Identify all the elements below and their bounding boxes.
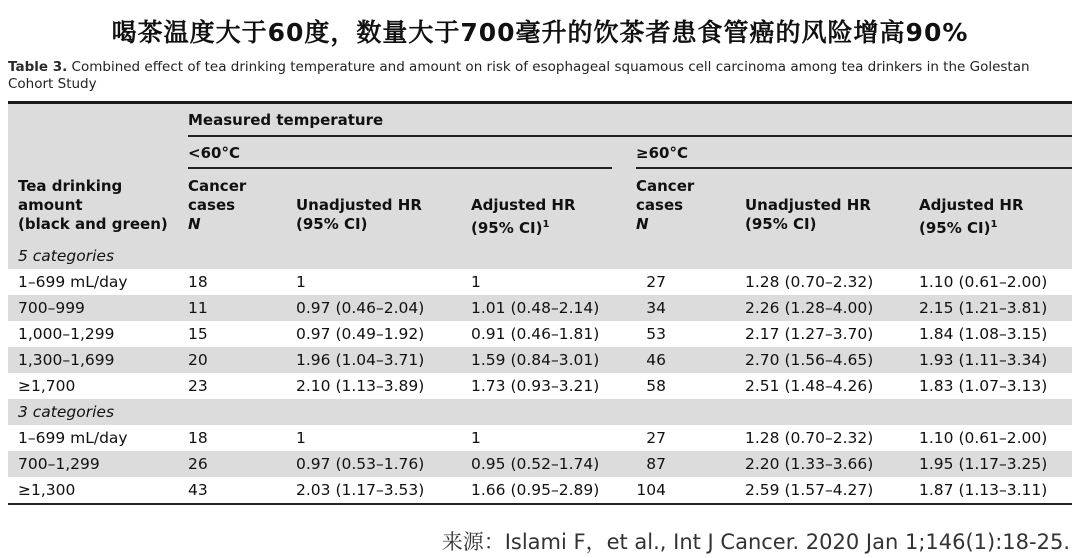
cell-adjusted-hr-lt60: 1.59 (0.84–3.01): [471, 351, 600, 369]
cell-adjusted-hr-lt60: 1.01 (0.48–2.14): [471, 299, 600, 317]
header-cases-line2: cases: [636, 196, 684, 214]
header-group-lt60: <60°C: [188, 144, 240, 162]
header-rule-measured: [188, 135, 1072, 137]
cell-amount: 700–999: [18, 299, 85, 317]
cell-unadjusted-hr-ge60: 2.70 (1.56–4.65): [745, 351, 874, 369]
cell-cases-lt60: 20: [188, 351, 208, 369]
cell-adjusted-hr-ge60: 1.10 (0.61–2.00): [919, 429, 1048, 447]
cell-cases-ge60: 53: [646, 325, 666, 343]
cell-adjusted-hr-lt60: 1.73 (0.93–3.21): [471, 377, 600, 395]
cell-cases-lt60: 18: [188, 429, 208, 447]
cell-unadjusted-hr-lt60: 0.97 (0.53–1.76): [296, 455, 425, 473]
cell-adjusted-hr-ge60: 1.84 (1.08–3.15): [919, 325, 1048, 343]
cell-unadjusted-hr-ge60: 1.28 (0.70–2.32): [745, 273, 874, 291]
cell-cases-lt60: 11: [188, 299, 208, 317]
table-row: [8, 451, 1072, 477]
header-adj-line2: [919, 215, 1024, 238]
cell-amount: 1,000–1,299: [18, 325, 115, 343]
header-cases-ge60: [636, 177, 694, 234]
header-adj-ci: (95% CI): [471, 219, 543, 237]
cell-unadjusted-hr-ge60: 2.17 (1.27–3.70): [745, 325, 874, 343]
header-tea-amount-line1: Tea drinking: [18, 177, 123, 195]
table-caption-text: Combined effect of tea drinking temperature and amount on risk of esophageal squamous cell carcinoma among tea drinkers in the Golestan Cohort Study: [8, 59, 1030, 92]
header-adj-line2: [471, 215, 576, 238]
table-header: [8, 104, 1072, 243]
cell-unadjusted-hr-ge60: 2.51 (1.48–4.26): [745, 377, 874, 395]
cell-unadjusted-hr-lt60: 0.97 (0.49–1.92): [296, 325, 425, 343]
header-tea-amount-line3: (black and green): [18, 215, 168, 233]
cell-unadjusted-hr-ge60: 1.28 (0.70–2.32): [745, 429, 874, 447]
cell-unadjusted-hr-lt60: 0.97 (0.46–2.04): [296, 299, 425, 317]
header-unadj-line2: (95% CI): [745, 215, 817, 233]
table-caption-label: Table 3.: [8, 59, 68, 75]
header-unadj-ge60: [745, 196, 871, 234]
table-body: [8, 243, 1072, 503]
cell-unadjusted-hr-lt60: 1: [296, 273, 306, 291]
cell-amount: 1,300–1,699: [18, 351, 115, 369]
source-citation: 来源：Islami F，et al., Int J Cancer. 2020 Jan 1;146(1):18-25.: [441, 530, 1070, 554]
header-tea-amount-line2: amount: [18, 196, 83, 214]
header-measured-temperature: Measured temperature: [188, 111, 384, 129]
header-adj-footnote: 1: [990, 219, 998, 230]
cell-adjusted-hr-lt60: 0.91 (0.46–1.81): [471, 325, 600, 343]
header-adj-lt60: [471, 196, 576, 238]
header-tea-amount: [18, 177, 168, 234]
table-row: [8, 347, 1072, 373]
cell-amount: ≥1,300: [18, 481, 76, 499]
header-unadj-line2: (95% CI): [296, 215, 368, 233]
cell-adjusted-hr-ge60: 1.87 (1.13–3.11): [919, 481, 1048, 499]
cell-cases-ge60: 46: [646, 351, 666, 369]
cell-unadjusted-hr-ge60: 2.20 (1.33–3.66): [745, 455, 874, 473]
header-adj-ci: (95% CI): [919, 219, 991, 237]
header-rule-ge60: [636, 167, 1072, 169]
cell-unadjusted-hr-lt60: 2.03 (1.17–3.53): [296, 481, 425, 499]
header-cases-line3: N: [188, 215, 201, 233]
cell-cases-ge60: 27: [646, 429, 666, 447]
cell-unadjusted-hr-lt60: 2.10 (1.13–3.89): [296, 377, 425, 395]
cell-amount: 700–1,299: [18, 455, 100, 473]
table-row: [8, 321, 1072, 347]
section-label: 5 categories: [18, 247, 115, 265]
header-adj-line1: Adjusted HR: [919, 196, 1024, 214]
data-table: [8, 101, 1072, 505]
header-unadj-line1: Unadjusted HR: [745, 196, 871, 214]
cell-adjusted-hr-lt60: 1: [471, 429, 481, 447]
table-section-row: [8, 243, 1072, 269]
cell-cases-lt60: 23: [188, 377, 208, 395]
header-adj-ge60: [919, 196, 1024, 238]
header-cases-line1: Cancer: [636, 177, 695, 195]
header-adj-line1: Adjusted HR: [471, 196, 576, 214]
cell-adjusted-hr-lt60: 1.66 (0.95–2.89): [471, 481, 600, 499]
cell-cases-lt60: 15: [188, 325, 208, 343]
cell-cases-lt60: 26: [188, 455, 208, 473]
cell-amount: 1–699 mL/day: [18, 273, 128, 291]
table-row: [8, 477, 1072, 503]
header-adj-footnote: 1: [542, 219, 550, 230]
cell-adjusted-hr-ge60: 1.83 (1.07–3.13): [919, 377, 1048, 395]
table-caption: [8, 59, 1073, 93]
page-title: 喝茶温度大于60度，数量大于700毫升的饮茶者患食管癌的风险增高90%: [111, 18, 969, 47]
cell-adjusted-hr-ge60: 1.93 (1.11–3.34): [919, 351, 1048, 369]
cell-cases-ge60: 27: [646, 273, 666, 291]
header-group-ge60: ≥60°C: [636, 144, 688, 162]
cell-amount: ≥1,700: [18, 377, 76, 395]
cell-amount: 1–699 mL/day: [18, 429, 128, 447]
cell-unadjusted-hr-lt60: 1: [296, 429, 306, 447]
table-bottom-rule: [8, 503, 1072, 505]
header-cases-line1: Cancer: [188, 177, 247, 195]
header-rule-lt60: [188, 167, 612, 169]
header-unadj-lt60: [296, 196, 422, 234]
cell-cases-lt60: 18: [188, 273, 208, 291]
section-label: 3 categories: [18, 403, 115, 421]
cell-cases-ge60: 104: [636, 481, 666, 499]
cell-adjusted-hr-ge60: 1.95 (1.17–3.25): [919, 455, 1048, 473]
cell-adjusted-hr-lt60: 0.95 (0.52–1.74): [471, 455, 600, 473]
table-section-row: [8, 399, 1072, 425]
header-cases-line2: cases: [188, 196, 236, 214]
table-row: [8, 269, 1072, 295]
header-cases-lt60: [188, 177, 246, 234]
cell-cases-ge60: 87: [646, 455, 666, 473]
cell-adjusted-hr-ge60: 1.10 (0.61–2.00): [919, 273, 1048, 291]
cell-adjusted-hr-ge60: 2.15 (1.21–3.81): [919, 299, 1048, 317]
cell-unadjusted-hr-ge60: 2.26 (1.28–4.00): [745, 299, 874, 317]
table-row: [8, 425, 1072, 451]
cell-cases-lt60: 43: [188, 481, 208, 499]
header-cases-line3: N: [636, 215, 649, 233]
cell-unadjusted-hr-lt60: 1.96 (1.04–3.71): [296, 351, 425, 369]
table-row: [8, 373, 1072, 399]
cell-cases-ge60: 34: [646, 299, 666, 317]
table-row: [8, 295, 1072, 321]
header-unadj-line1: Unadjusted HR: [296, 196, 422, 214]
cell-cases-ge60: 58: [646, 377, 666, 395]
cell-adjusted-hr-lt60: 1: [471, 273, 481, 291]
cell-unadjusted-hr-ge60: 2.59 (1.57–4.27): [745, 481, 874, 499]
